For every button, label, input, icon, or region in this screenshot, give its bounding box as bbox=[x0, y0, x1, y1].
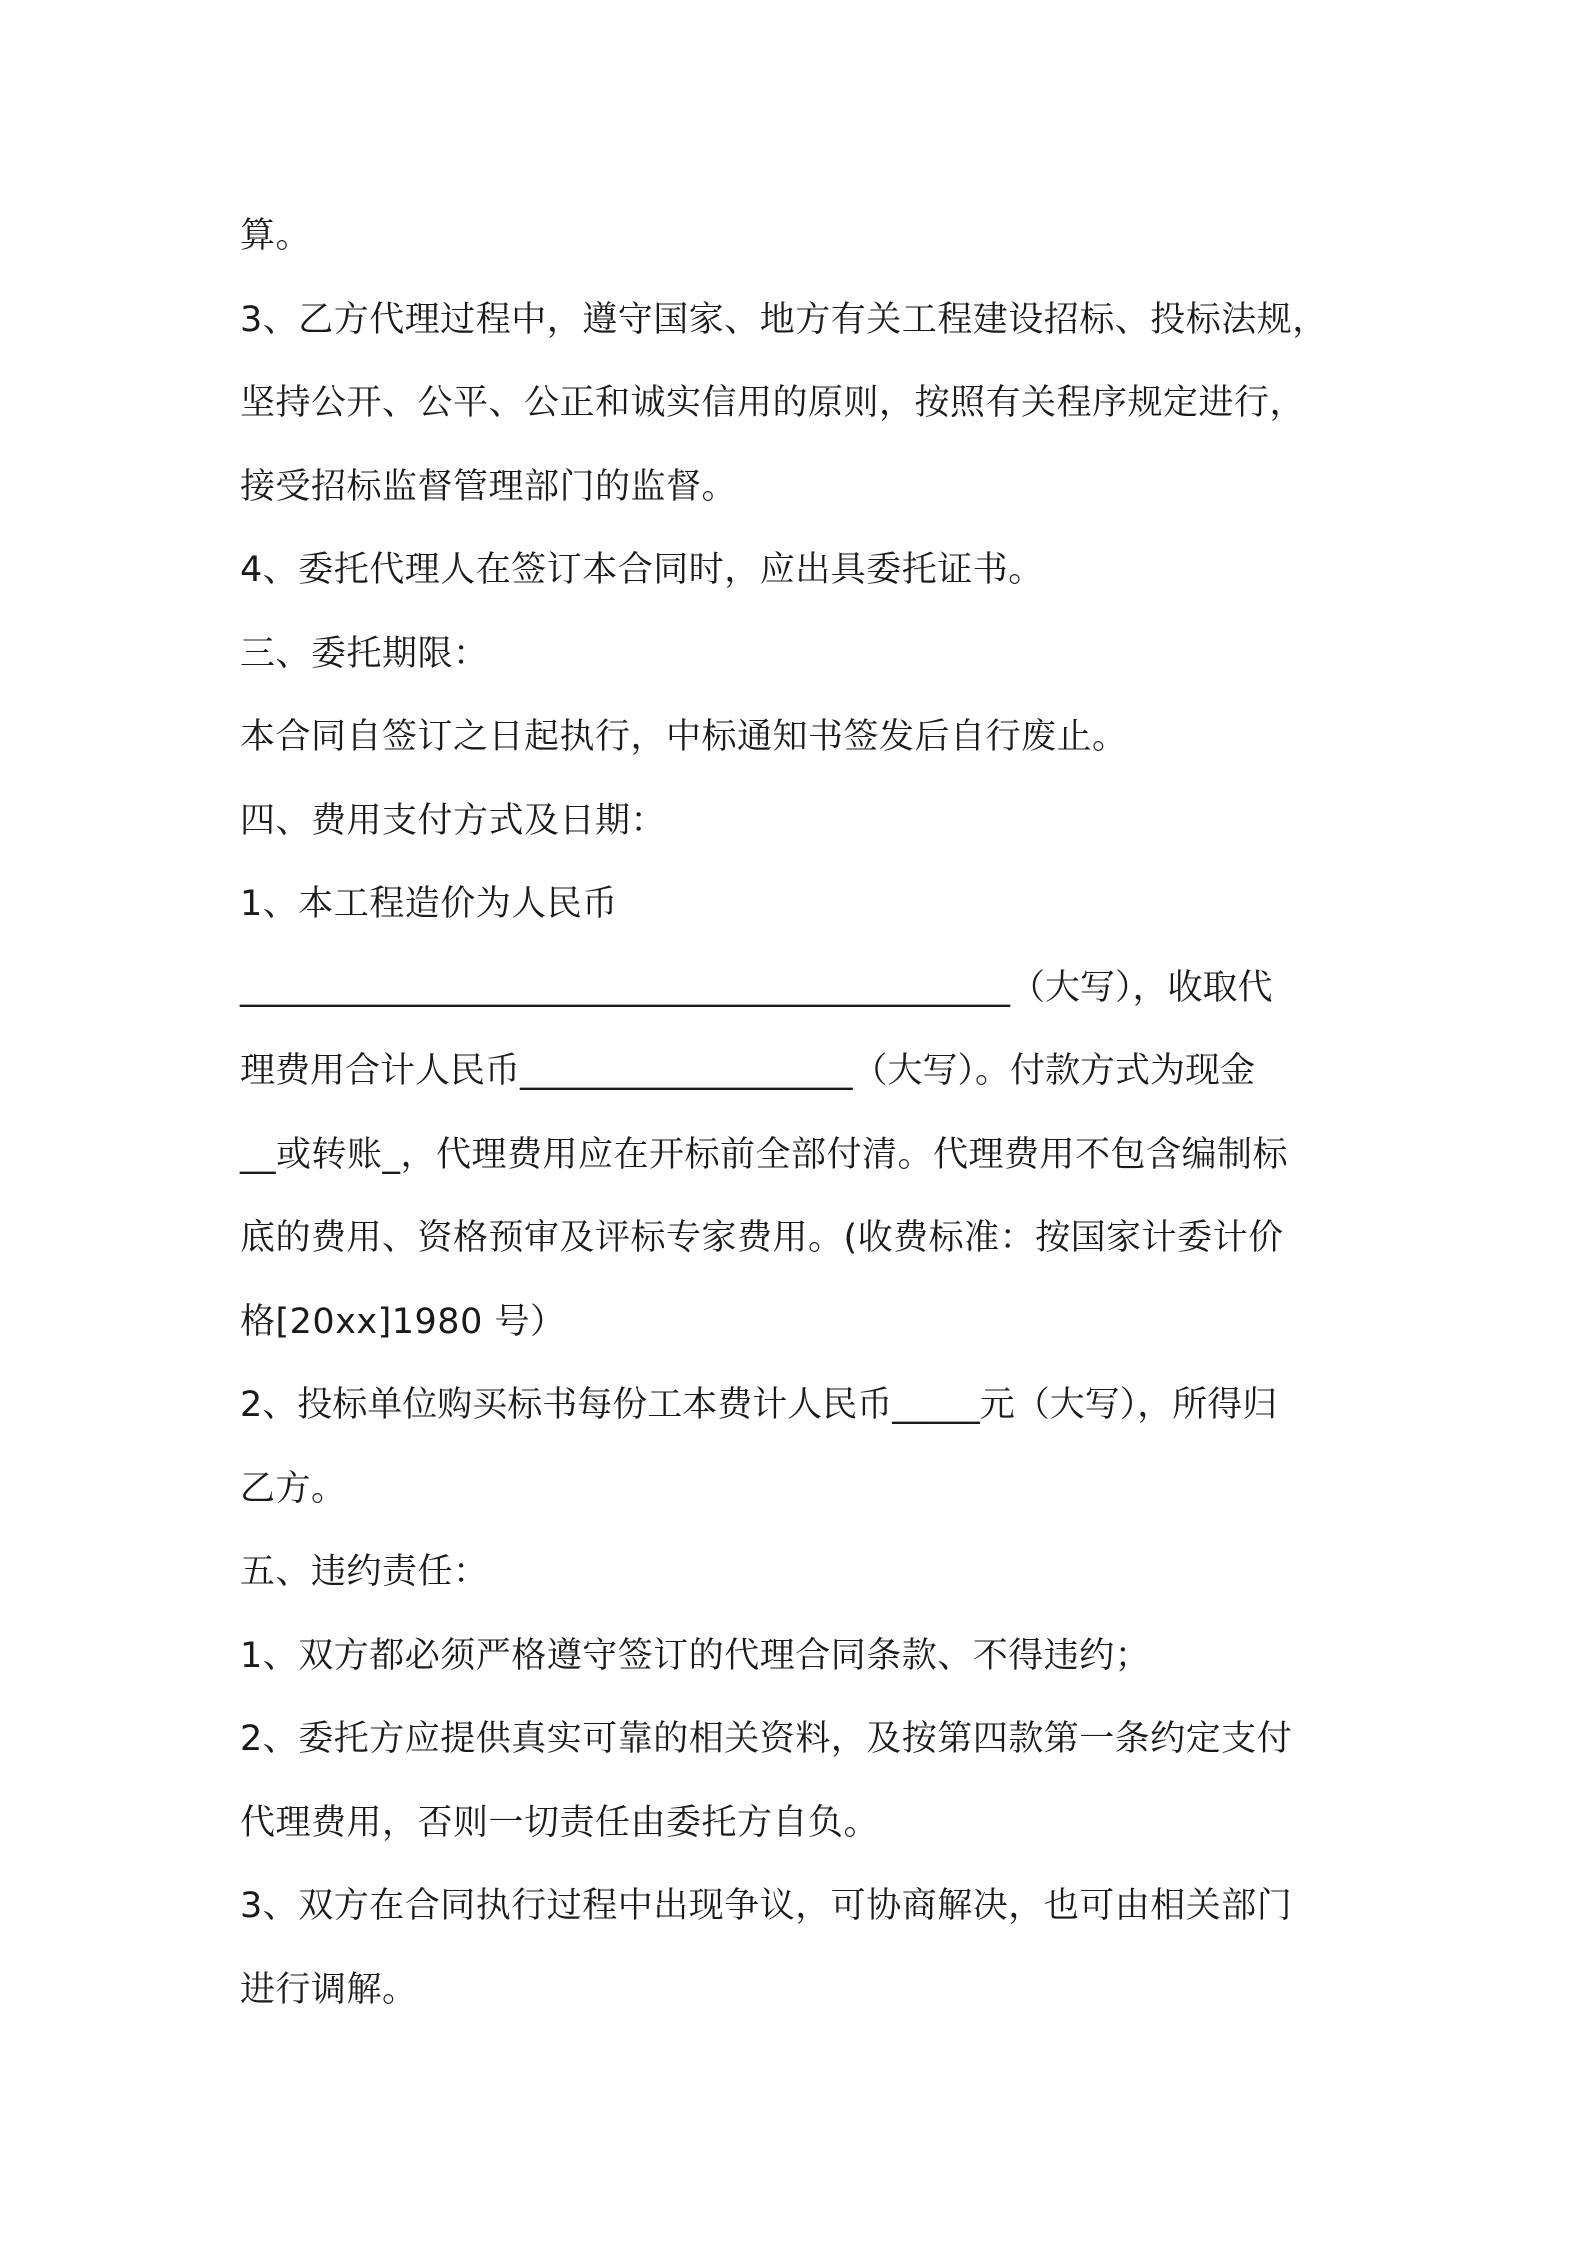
text-line: __或转账_，代理费用应在开标前全部付清。代理费用不包含编制标 bbox=[240, 1134, 1289, 1175]
text-line: ____________________________________________（大写），收取代 bbox=[240, 967, 1273, 1008]
text-line: 2、委托方应提供真实可靠的相关资料，及按第四款第一条约定支付 bbox=[240, 1719, 1293, 1759]
text-line: 1、本工程造价为人民币 bbox=[240, 884, 618, 924]
text-line: 代理费用，否则一切责任由委托方自负。 bbox=[240, 1802, 880, 1843]
text-line: 理费用合计人民币___________________（大写）。付款方式为现金 bbox=[240, 1051, 1256, 1091]
text-line: 底的费用、资格预审及评标专家费用。(收费标准：按国家计委计价 bbox=[240, 1218, 1284, 1258]
text-line: 1、双方都必须严格遵守签订的代理合同条款、不得违约； bbox=[240, 1635, 1151, 1676]
document-body bbox=[240, 195, 1370, 2032]
text-line: 进行调解。 bbox=[240, 1969, 418, 2010]
text-line: 3、双方在合同执行过程中出现争议，可协商解决，也可由相关部门 bbox=[240, 1886, 1293, 1926]
text-line: 乙方。 bbox=[240, 1468, 347, 1509]
text-line: 2、投标单位购买标书每份工本费计人民币_____元（大写），所得归 bbox=[240, 1385, 1278, 1425]
section-heading: 三、委托期限： bbox=[240, 633, 489, 674]
text-line: 3、乙方代理过程中，遵守国家、地方有关工程建设招标、投标法规， bbox=[240, 299, 1328, 340]
section-heading: 五、违约责任： bbox=[240, 1552, 489, 1592]
section-heading: 四、费用支付方式及日期： bbox=[240, 800, 667, 841]
text-line: 接受招标监督管理部门的监督。 bbox=[240, 466, 738, 507]
text-line: 格[20xx]1980 号） bbox=[240, 1301, 566, 1342]
text-line: 算。 bbox=[240, 216, 312, 256]
text-line: 本合同自签订之日起执行，中标通知书签发后自行废止。 bbox=[240, 717, 1128, 757]
text-line: 坚持公开、公平、公正和诚实信用的原则，按照有关程序规定进行， bbox=[240, 383, 1306, 423]
text-line: 4、委托代理人在签订本合同时，应出具委托证书。 bbox=[240, 550, 1044, 590]
